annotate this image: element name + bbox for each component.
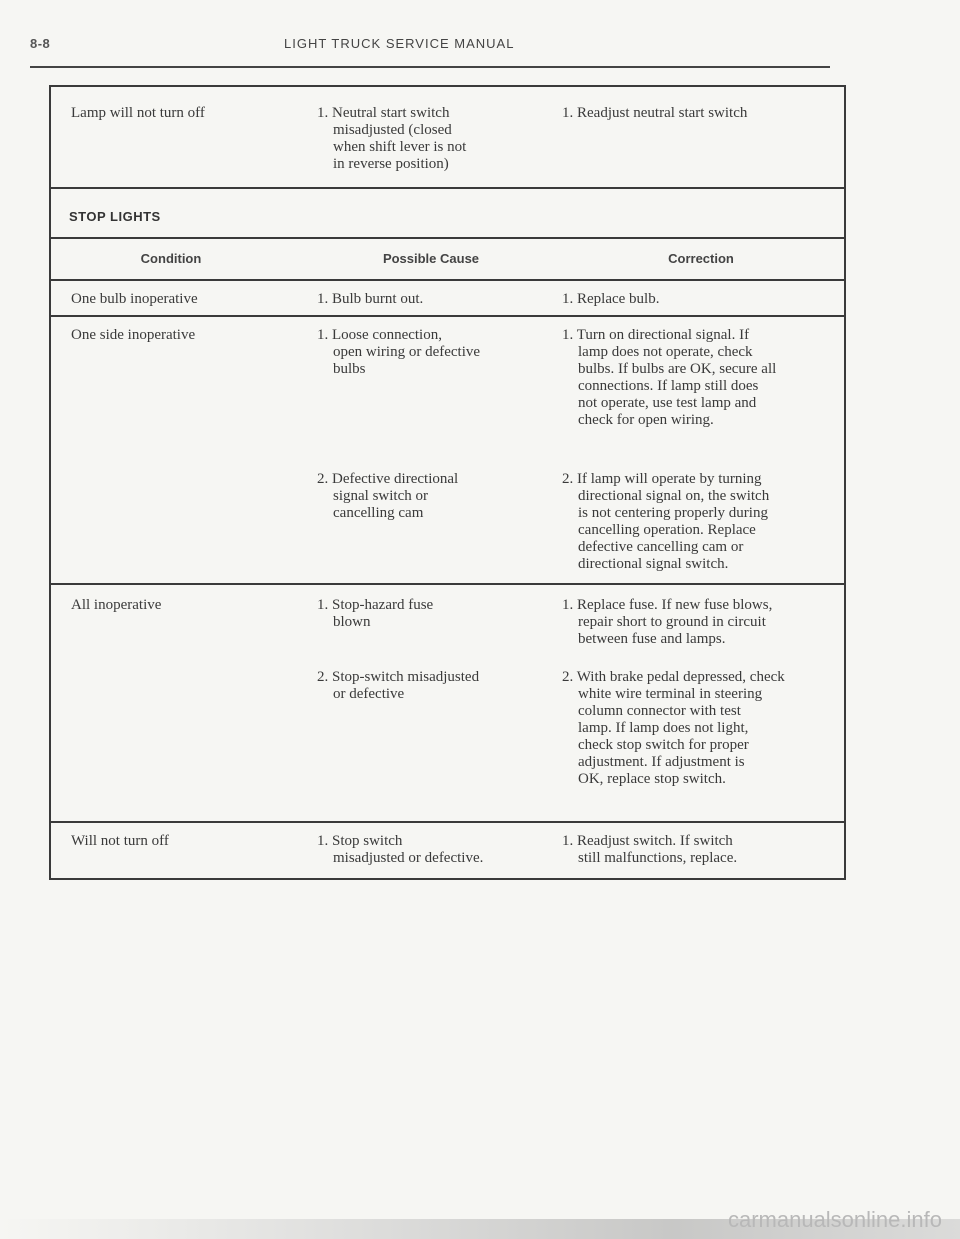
row-divider bbox=[51, 279, 844, 281]
section-title: STOP LIGHTS bbox=[69, 209, 161, 224]
cause-item: 1. Stop switch bbox=[317, 833, 403, 849]
page-header bbox=[30, 34, 830, 68]
correction-line: still malfunctions, replace. bbox=[578, 850, 738, 866]
cause-line: misadjusted (closed bbox=[333, 122, 452, 138]
cause-cell bbox=[317, 471, 537, 522]
correction-cell bbox=[562, 291, 832, 308]
cause-cell bbox=[317, 597, 537, 631]
column-header-cause: Possible Cause bbox=[382, 251, 480, 266]
cause-line: when shift lever is not bbox=[333, 139, 467, 155]
correction-line: OK, replace stop switch. bbox=[578, 771, 726, 787]
cause-line: cancelling cam bbox=[333, 505, 424, 521]
cause-item: 2. Defective directional bbox=[317, 471, 459, 487]
correction-cell bbox=[562, 471, 832, 573]
cause-line: or defective bbox=[333, 686, 405, 702]
cause-line: misadjusted or defective. bbox=[333, 850, 484, 866]
correction-line: adjustment. If adjustment is bbox=[578, 754, 745, 770]
correction-item: 1. Replace bulb. bbox=[562, 291, 660, 307]
correction-cell bbox=[562, 597, 832, 648]
condition-cell: All inoperative bbox=[71, 597, 162, 613]
condition-cell: Will not turn off bbox=[71, 833, 169, 849]
correction-line: not operate, use test lamp and bbox=[578, 395, 757, 411]
cause-cell bbox=[317, 833, 537, 867]
correction-cell bbox=[562, 327, 832, 429]
correction-line: between fuse and lamps. bbox=[578, 631, 726, 647]
column-header-condition: Condition bbox=[140, 251, 202, 266]
cause-item: 2. Stop-switch misadjusted bbox=[317, 669, 480, 685]
column-header-correction: Correction bbox=[668, 251, 734, 266]
correction-line: white wire terminal in steering bbox=[578, 686, 763, 702]
row-divider bbox=[51, 237, 844, 239]
manual-title: LIGHT TRUCK SERVICE MANUAL bbox=[284, 36, 515, 51]
correction-line: is not centering properly during bbox=[578, 505, 768, 521]
watermark: carmanualsonline.info bbox=[727, 1207, 942, 1232]
correction-line: repair short to ground in circuit bbox=[578, 614, 766, 630]
correction-cell bbox=[562, 669, 832, 788]
correction-line: defective cancelling cam or bbox=[578, 539, 744, 555]
cause-line: bulbs bbox=[333, 361, 366, 377]
correction-line: column connector with test bbox=[578, 703, 741, 719]
cause-cell bbox=[317, 291, 537, 308]
row-divider bbox=[51, 315, 844, 317]
cause-cell bbox=[317, 669, 537, 703]
correction-line: bulbs. If bulbs are OK, secure all bbox=[578, 361, 777, 377]
correction-line: check stop switch for proper bbox=[578, 737, 749, 753]
correction-cell bbox=[562, 833, 832, 867]
row-divider bbox=[51, 187, 844, 189]
correction-item: 2. If lamp will operate by turning bbox=[562, 471, 762, 487]
correction-line: directional signal switch. bbox=[578, 556, 729, 572]
cause-line: open wiring or defective bbox=[333, 344, 481, 360]
cause-line: blown bbox=[333, 614, 371, 630]
correction-line: lamp. If lamp does not light, bbox=[578, 720, 749, 736]
correction-item: 1. Readjust switch. If switch bbox=[562, 833, 733, 849]
correction-item: 1. Turn on directional signal. If bbox=[562, 327, 750, 343]
correction-item: 1. Readjust neutral start switch bbox=[562, 105, 748, 121]
correction-item: 1. Replace fuse. If new fuse blows, bbox=[562, 597, 773, 613]
diagnosis-table bbox=[49, 85, 846, 880]
page-number: 8-8 bbox=[30, 36, 51, 51]
cause-line: in reverse position) bbox=[333, 156, 449, 172]
correction-line: cancelling operation. Replace bbox=[578, 522, 756, 538]
correction-item: 2. With brake pedal depressed, check bbox=[562, 669, 785, 685]
correction-line: lamp does not operate, check bbox=[578, 344, 753, 360]
cause-line: signal switch or bbox=[333, 488, 428, 504]
condition-cell: One side inoperative bbox=[71, 327, 196, 343]
cause-item: 1. Stop-hazard fuse bbox=[317, 597, 434, 613]
cause-cell bbox=[317, 105, 537, 173]
cause-item: 1. Neutral start switch bbox=[317, 105, 450, 121]
condition-cell: Lamp will not turn off bbox=[71, 105, 205, 121]
correction-line: connections. If lamp still does bbox=[578, 378, 759, 394]
correction-line: check for open wiring. bbox=[578, 412, 714, 428]
row-divider bbox=[51, 821, 844, 823]
cause-cell bbox=[317, 327, 537, 378]
correction-cell bbox=[562, 105, 832, 122]
condition-cell: One bulb inoperative bbox=[71, 291, 198, 307]
row-divider bbox=[51, 583, 844, 585]
cause-item: 1. Loose connection, bbox=[317, 327, 442, 343]
cause-item: 1. Bulb burnt out. bbox=[317, 291, 424, 307]
correction-line: directional signal on, the switch bbox=[578, 488, 770, 504]
